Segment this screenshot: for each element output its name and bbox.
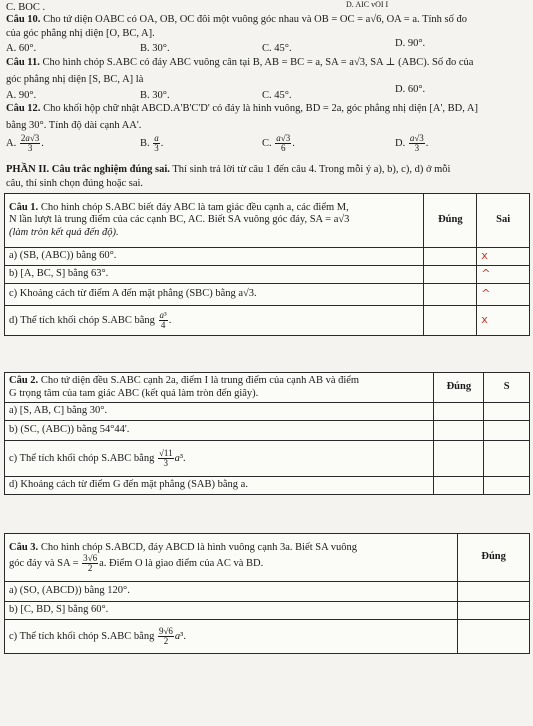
answer-1d-false[interactable] — [477, 306, 530, 336]
false-column-header: Sai — [477, 194, 530, 248]
answer-1a-false[interactable] — [477, 248, 530, 266]
false-column-header: S — [484, 373, 530, 403]
q11-option-a: A. 90°. — [6, 90, 37, 101]
answer-2d-false[interactable] — [484, 477, 530, 495]
question-11-line2: góc phẳng nhị diện [S, BC, A] là — [6, 74, 144, 85]
q10-option-a: A. 60°. — [6, 43, 37, 54]
answer-2c-false[interactable] — [484, 441, 530, 477]
true-column-header: Đúng — [424, 194, 477, 248]
statement-3b: b) [C, BD, S] bằng 60°. — [5, 602, 458, 620]
statement-1d: d) Thể tích khối chóp S.ABC bằng $\frac{\text{a³}}{4}$ . — [5, 306, 424, 336]
question-1-table — [4, 193, 530, 336]
question-3-stem: Câu 3. Cho hình chóp S.ABCD, đáy ABCD là hình vuông cạnh 3a. Biết SA vuông góc đáy và SA = $\frac{3√6}{2}$ a. Điểm O là giao điểm của AC và BD. — [5, 534, 458, 582]
part2-heading: PHẦN II. Câu trắc nghiệm đúng sai. Thí sinh trả lời từ câu 1 đến câu 4. Trong mỗi ý a), b), c), d) ở mỗi — [6, 164, 451, 175]
answer-2c-true[interactable] — [434, 441, 484, 477]
answer-1c-false[interactable] — [477, 284, 530, 306]
statement-2d: d) Khoảng cách từ điểm G đến mặt phẳng (SAB) bằng a. — [5, 477, 434, 495]
answer-1b-false[interactable] — [477, 266, 530, 284]
question-3-table — [4, 533, 530, 654]
answer-2a-true[interactable] — [434, 403, 484, 421]
answer-2a-false[interactable] — [484, 403, 530, 421]
answer-1b-true[interactable] — [424, 266, 477, 284]
answer-1c-true[interactable] — [424, 284, 477, 306]
answer-3c-true[interactable] — [458, 620, 530, 654]
statement-2a: a) [S, AB, C] bằng 30°. — [5, 403, 434, 421]
q11-option-c: C. 45°. — [262, 90, 292, 101]
answer-2d-true[interactable] — [434, 477, 484, 495]
question-1-stem: Câu 1. Cho hình chóp S.ABC biết đáy ABC là tam giác đều cạnh a, các điểm M, N lần lượt là trung điểm của các cạnh BC, AC. Biết SA vuông góc đáy, SA = a√3 (làm tròn kết quả đến độ). — [5, 194, 424, 248]
q11-option-b: B. 30°. — [140, 90, 170, 101]
answer-mark-1a: x — [481, 249, 488, 263]
q11-option-d: D. 60°. — [395, 84, 426, 95]
question-2-table — [4, 372, 530, 495]
q12-option-c: C. $\frac{a√3}{6}$ . — [262, 133, 295, 153]
answer-2b-true[interactable] — [434, 421, 484, 441]
true-column-header: Đúng — [458, 534, 530, 582]
question-10: Câu 10. Cho tứ diện OABC có OA, OB, OC đôi một vuông góc nhau và OB = OC = a√6, OA = a. Tính số đo — [6, 14, 467, 25]
statement-1c: c) Khoảng cách từ điểm A đến mặt phẳng (SBC) bằng a√3. — [5, 284, 424, 306]
question-10-line2: của góc phẳng nhị diện [O, BC, A]. — [6, 28, 155, 39]
answer-mark-1d: x — [481, 313, 488, 327]
answer-1a-true[interactable] — [424, 248, 477, 266]
answer-3b-true[interactable] — [458, 602, 530, 620]
statement-2b: b) (SC, (ABC)) bằng 54°44'. — [5, 421, 434, 441]
q10-option-d: D. 90°. — [395, 38, 426, 49]
statement-1a: a) (SB, (ABC)) bằng 60°. — [5, 248, 424, 266]
q10-option-c: C. 45°. — [262, 43, 292, 54]
q12-option-b: B. $\frac{a}{3}$ . — [140, 133, 164, 153]
q12-option-d: D. $\frac{a√3}{3}$ . — [395, 133, 429, 153]
answer-1d-true[interactable] — [424, 306, 477, 336]
statement-2c: c) Thể tích khối chóp S.ABC bằng $\frac{√11}{3}$ a³. — [5, 441, 434, 477]
answer-mark-1b: ^ — [481, 267, 491, 281]
q12-option-a: A. $\frac{2a√3}{3}$ . — [6, 133, 44, 153]
statement-3a: a) (SO, (ABCD)) bằng 120°. — [5, 582, 458, 602]
answer-3a-true[interactable] — [458, 582, 530, 602]
question-12-line2: bằng 30°. Tính độ dài cạnh AA'. — [6, 120, 142, 131]
statement-3c: c) Thể tích khối chóp S.ABC bằng $\frac{9√6}{2}$ a³. — [5, 620, 458, 654]
answer-2b-false[interactable] — [484, 421, 530, 441]
q9-option-d: D. AIC vOI I — [346, 0, 389, 9]
part2-line2: câu, thí sinh chọn đúng hoặc sai. — [6, 178, 144, 189]
question-2-stem: Câu 2. Cho tứ diện đều S.ABC cạnh 2a, điểm I là trung điểm của cạnh AB và điểm G trọng tâm của tam giác ABC (kết quả làm tròn đến giây). — [5, 373, 434, 403]
q9-option-c: C. BOC . — [6, 2, 46, 13]
question-12: Câu 12. Cho khối hộp chữ nhật ABCD.A'B'C'D' có đáy là hình vuông, BD = 2a, góc phẳng nhị diện [A', BD, A] — [6, 103, 478, 114]
q10-option-b: B. 30°. — [140, 43, 170, 54]
question-11: Câu 11. Cho hình chóp S.ABC có đáy ABC vuông cân tại B, AB = BC = a, SA = a√3, SA ⊥ (ABC). Số đo của — [6, 57, 474, 68]
answer-mark-1c: ^ — [481, 287, 491, 301]
true-column-header: Đúng — [434, 373, 484, 403]
statement-1b: b) [A, BC, S] bằng 63°. — [5, 266, 424, 284]
